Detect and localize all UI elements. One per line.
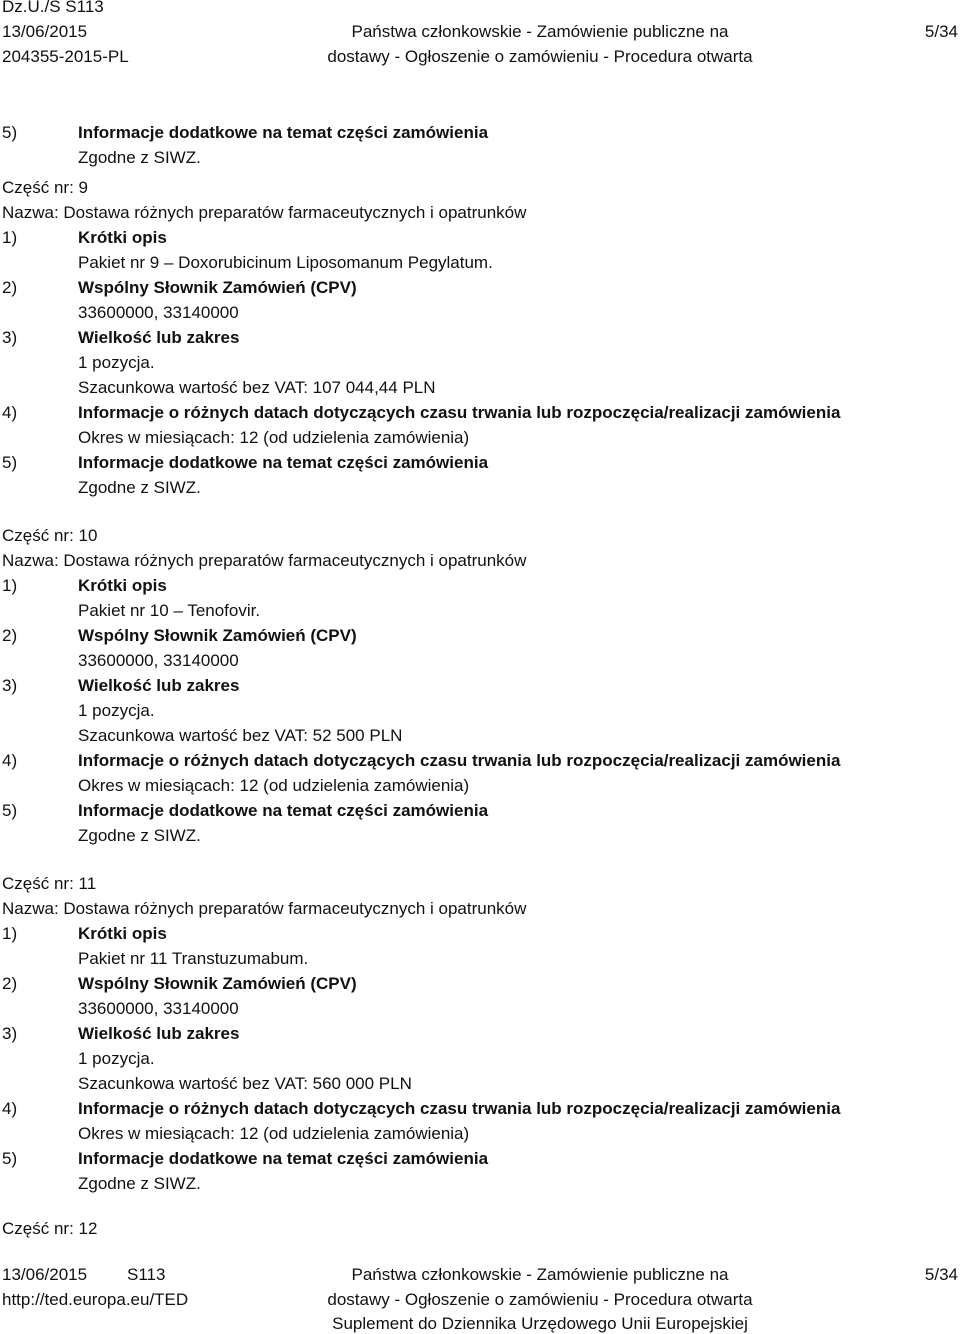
quantity: 1 pozycja.	[78, 701, 155, 720]
section-heading: Informacje o różnych datach dotyczących czasu trwania lub rozpoczęcia/realizacji zamówienia	[78, 751, 841, 770]
short-description: Pakiet nr 11 Transtuzumabum.	[78, 949, 309, 968]
lot-name: Nazwa: Dostawa różnych preparatów farmaceutycznych i opatrunków	[2, 899, 527, 918]
section-number: 4)	[2, 1099, 18, 1118]
estimated-value: Szacunkowa wartość bez VAT: 107 044,44 PLN	[78, 378, 436, 397]
estimated-value: Szacunkowa wartość bez VAT: 52 500 PLN	[78, 726, 403, 745]
section-heading: Wspólny Słownik Zamówień (CPV)	[78, 278, 357, 297]
section-heading: Wielkość lub zakres	[78, 1024, 240, 1043]
section-heading: Wspólny Słownik Zamówień (CPV)	[78, 626, 357, 645]
section-number: 5)	[2, 123, 18, 142]
footer-title-line3: Suplement do Dziennika Urzędowego Unii Europejskiej	[332, 1314, 748, 1333]
header-doc-id: 204355-2015-PL	[2, 47, 129, 66]
short-description: Pakiet nr 9 – Doxorubicinum Liposomanum Pegylatum.	[78, 253, 493, 272]
section-number: 5)	[2, 1149, 18, 1168]
section-number: 4)	[2, 403, 18, 422]
cpv-codes: 33600000, 33140000	[78, 303, 239, 322]
section-number: 3)	[2, 676, 18, 695]
footer-series: S113	[127, 1265, 166, 1284]
duration: Okres w miesiącach: 12 (od udzielenia zamówienia)	[78, 428, 470, 447]
section-number: 2)	[2, 626, 18, 645]
additional-info: Zgodne z SIWZ.	[78, 478, 201, 497]
lot-name: Nazwa: Dostawa różnych preparatów farmaceutycznych i opatrunków	[2, 551, 527, 570]
quantity: 1 pozycja.	[78, 353, 155, 372]
additional-info: Zgodne z SIWZ.	[78, 826, 201, 845]
section-heading: Informacje dodatkowe na temat części zamówienia	[78, 801, 489, 820]
cpv-codes: 33600000, 33140000	[78, 651, 239, 670]
short-description: Pakiet nr 10 – Tenofovir.	[78, 601, 261, 620]
lot-number: Część nr: 11	[2, 874, 97, 893]
lot-number: Część nr: 12	[2, 1219, 98, 1238]
footer-title-line2: dostawy - Ogłoszenie o zamówieniu - Procedura otwarta	[327, 1290, 753, 1309]
footer-url-link[interactable]: http://ted.europa.eu/TED	[2, 1290, 189, 1309]
header-journal: Dz.U./S S113	[2, 0, 104, 16]
section-heading: Informacje dodatkowe na temat części zamówienia	[78, 1149, 489, 1168]
section-number: 5)	[2, 801, 18, 820]
section-value: Zgodne z SIWZ.	[78, 148, 201, 167]
section-number: 2)	[2, 974, 18, 993]
section-heading: Krótki opis	[78, 924, 167, 943]
estimated-value: Szacunkowa wartość bez VAT: 560 000 PLN	[78, 1074, 412, 1093]
section-number: 1)	[2, 576, 18, 595]
section-number: 4)	[2, 751, 18, 770]
section-heading: Krótki opis	[78, 576, 167, 595]
header-title-line1: Państwa członkowskie - Zamówienie publiczne na	[351, 22, 729, 41]
section-number: 5)	[2, 453, 18, 472]
header-title-line2: dostawy - Ogłoszenie o zamówieniu - Procedura otwarta	[327, 47, 753, 66]
header-date: 13/06/2015	[2, 22, 88, 41]
section-number: 1)	[2, 228, 18, 247]
lot-number: Część nr: 9	[2, 178, 88, 197]
section-heading: Wspólny Słownik Zamówień (CPV)	[78, 974, 357, 993]
duration: Okres w miesiącach: 12 (od udzielenia zamówienia)	[78, 1124, 470, 1143]
cpv-codes: 33600000, 33140000	[78, 999, 239, 1018]
section-heading: Informacje dodatkowe na temat części zamówienia	[78, 453, 489, 472]
section-heading: Wielkość lub zakres	[78, 676, 240, 695]
section-heading: Wielkość lub zakres	[78, 328, 240, 347]
section-heading: Informacje o różnych datach dotyczących czasu trwania lub rozpoczęcia/realizacji zamówienia	[78, 1099, 841, 1118]
section-number: 1)	[2, 924, 18, 943]
footer-page-number: 5/34	[924, 1265, 958, 1284]
header-page-number: 5/34	[924, 22, 958, 41]
lot-number: Część nr: 10	[2, 526, 98, 545]
section-number: 2)	[2, 278, 18, 297]
section-number: 3)	[2, 1024, 18, 1043]
section-heading: Informacje dodatkowe na temat części zamówienia	[78, 123, 489, 142]
duration: Okres w miesiącach: 12 (od udzielenia zamówienia)	[78, 776, 470, 795]
section-number: 3)	[2, 328, 18, 347]
section-heading: Informacje o różnych datach dotyczących czasu trwania lub rozpoczęcia/realizacji zamówienia	[78, 403, 841, 422]
section-heading: Krótki opis	[78, 228, 167, 247]
quantity: 1 pozycja.	[78, 1049, 155, 1068]
footer-date: 13/06/2015	[2, 1265, 88, 1284]
footer-title-line1: Państwa członkowskie - Zamówienie publiczne na	[351, 1265, 729, 1284]
lot-name: Nazwa: Dostawa różnych preparatów farmaceutycznych i opatrunków	[2, 203, 527, 222]
additional-info: Zgodne z SIWZ.	[78, 1174, 201, 1193]
